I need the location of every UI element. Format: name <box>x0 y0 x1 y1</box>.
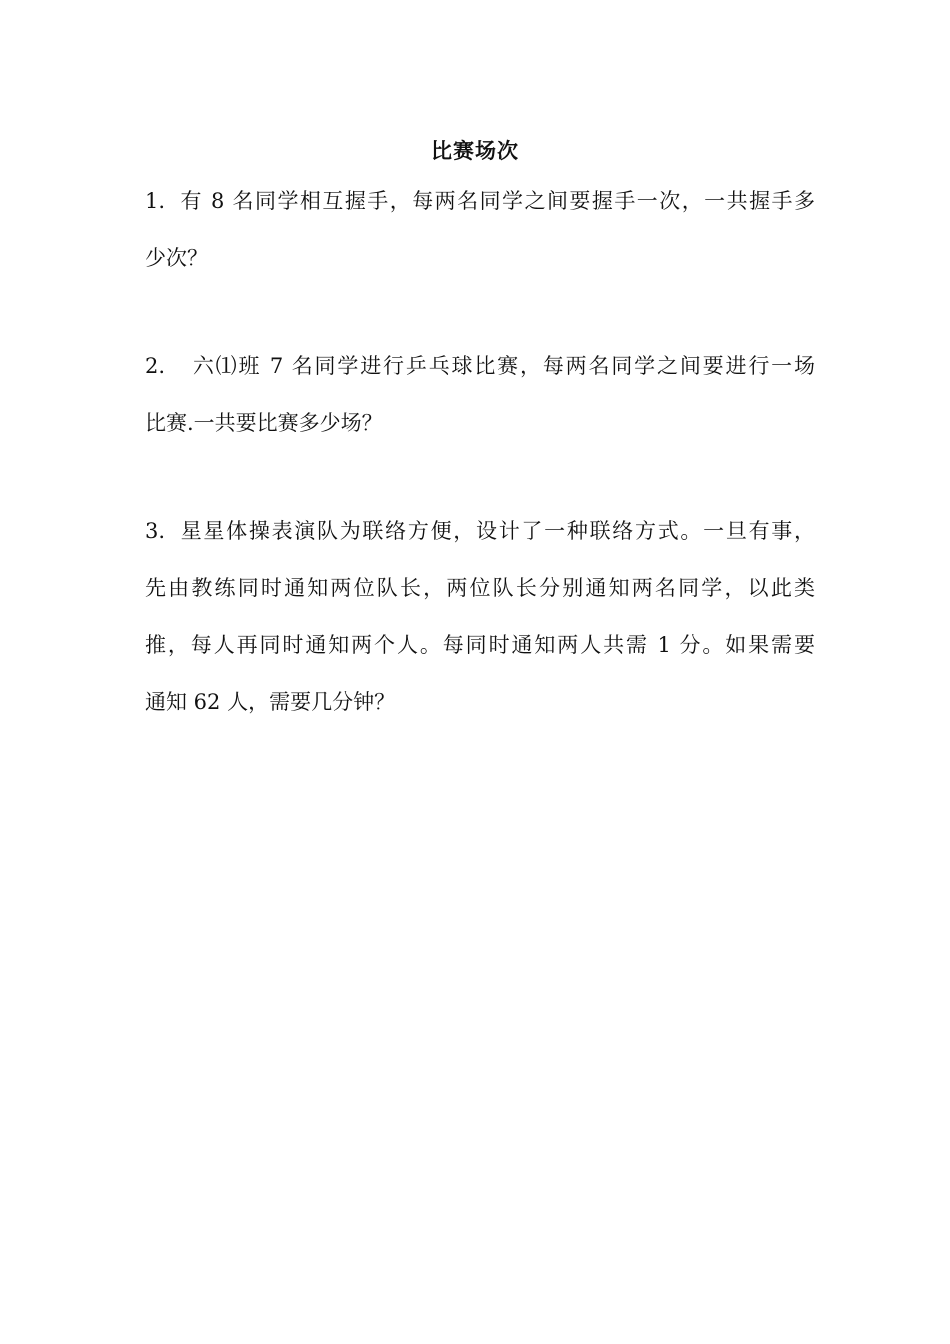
question-1-line-1 <box>145 186 815 216</box>
question-1-number: 1. <box>145 189 166 213</box>
page-title: 比赛场次 <box>431 138 519 163</box>
question-3-line-3: 推，每人再同时通知两个人。每同时通知两人共需 1 分。如果需要 <box>145 633 815 657</box>
question-3-line-2: 先由教练同时通知两位队长，两位队长分别通知两名同学，以此类 <box>145 576 815 600</box>
question-2-text-line-1: 六⑴班 7 名同学进行乒乓球比赛，每两名同学之间要进行一场 <box>191 354 815 378</box>
question-3-line-1 <box>145 516 815 546</box>
question-2-line-2: 比赛.一共要比赛多少场？ <box>145 411 383 435</box>
question-3-line-4: 通知 62 人，需要几分钟？ <box>145 690 396 714</box>
question-3-text-line-1: 星星体操表演队为联络方便，设计了一种联络方式。一旦有事， <box>179 519 815 543</box>
question-3-number: 3. <box>145 519 166 543</box>
question-2-number: 2. <box>145 354 166 378</box>
question-1-text-line-1: 有 8 名同学相互握手，每两名同学之间要握手一次，一共握手多 <box>179 189 815 213</box>
question-2-line-1 <box>145 351 815 381</box>
question-1-line-2: 少次？ <box>145 246 208 270</box>
